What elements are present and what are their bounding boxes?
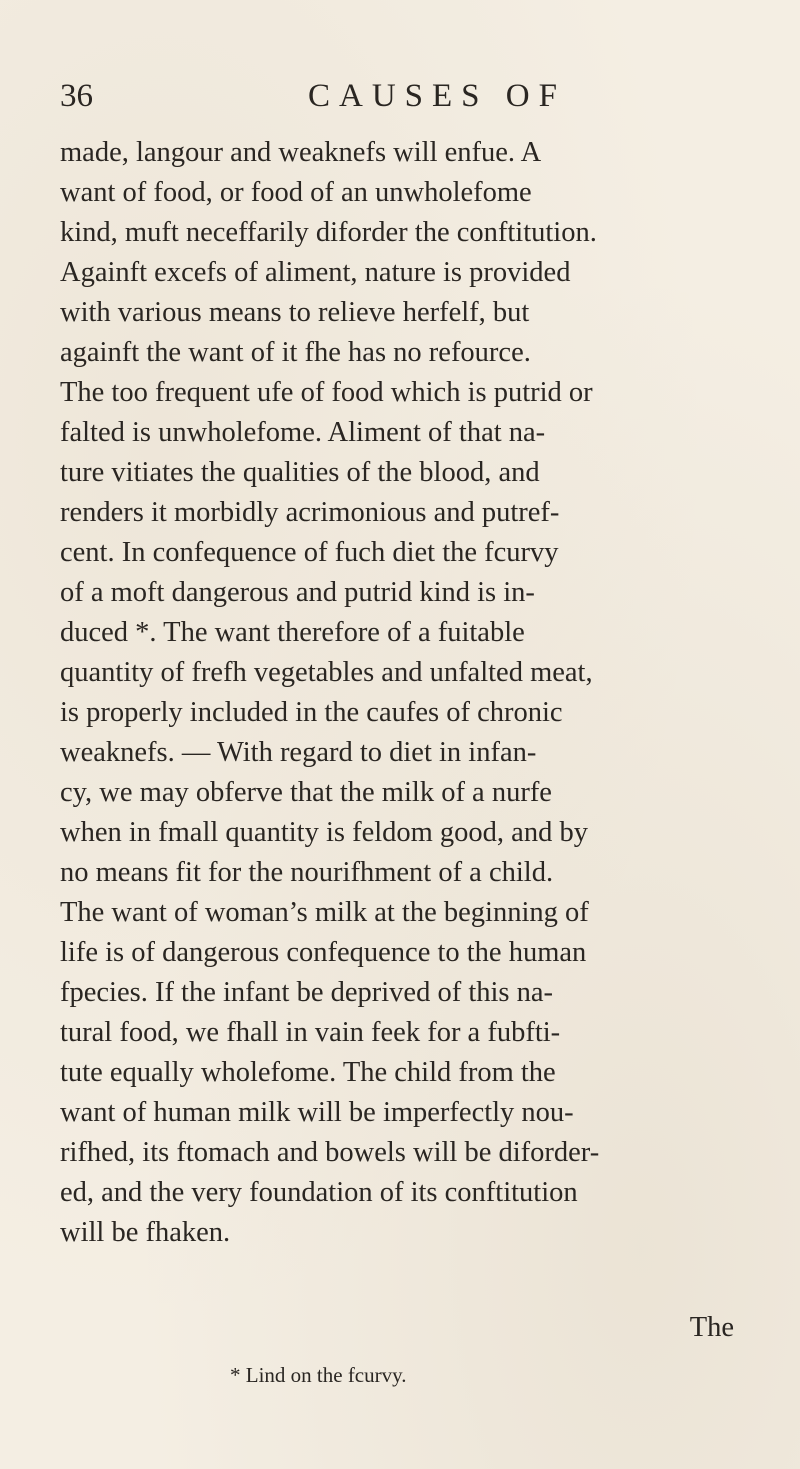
text-line: The want of woman’s milk at the beginning of [60,897,589,928]
text-line: tural food, we fhall in vain feek for a fubfti- [60,1017,561,1048]
text-line: made, langour and weaknefs will enfue. A [60,137,542,168]
text-line: The too frequent ufe of food which is putrid or [60,377,593,408]
text-line: Againft excefs of aliment, nature is provided [60,257,571,288]
text-line: tute equally wholefome. The child from the [60,1057,556,1088]
text-line: will be fhaken. [60,1217,231,1248]
text-line: when in fmall quantity is feldom good, and by [60,817,588,848]
text-line: fpecies. If the infant be deprived of this na- [60,977,554,1008]
text-line: againft the want of it fhe has no refource. [60,337,531,368]
text-line: with various means to relieve herfelf, but [60,297,530,328]
page-header [60,74,760,124]
text-line: cent. In confequence of fuch diet the fcurvy [60,537,559,568]
text-line: renders it morbidly acrimonious and putref- [60,497,560,528]
footnote: * Lind on the fcurvy. [230,1363,407,1387]
text-line: of a moft dangerous and putrid kind is in- [60,577,535,608]
text-line: duced *. The want therefore of a fuitable [60,617,525,648]
text-line: want of human milk will be imperfectly nou- [60,1097,574,1128]
text-line: no means fit for the nourifhment of a child. [60,857,554,888]
text-line: ture vitiates the qualities of the blood, and [60,457,540,488]
text-line: quantity of frefh vegetables and unfalted meat, [60,657,593,688]
text-line: life is of dangerous confequence to the human [60,937,587,968]
text-line: ed, and the very foundation of its conftitution [60,1177,578,1208]
text-line: weaknefs. — With regard to diet in infan- [60,737,537,768]
text-line: cy, we may obferve that the milk of a nurfe [60,777,552,808]
text-line: is properly included in the caufes of chronic [60,697,563,728]
running-title: CAUSES OF [308,78,566,114]
text-line: falted is unwholefome. Aliment of that na- [60,417,546,448]
page-number: 36 [60,78,93,114]
text-line: want of food, or food of an unwholefome [60,177,532,208]
text-line: kind, muft neceffarily diforder the conftitution. [60,217,597,248]
text-line: rifhed, its ftomach and bowels will be diforder- [60,1137,600,1168]
catchword: The [689,1312,734,1343]
